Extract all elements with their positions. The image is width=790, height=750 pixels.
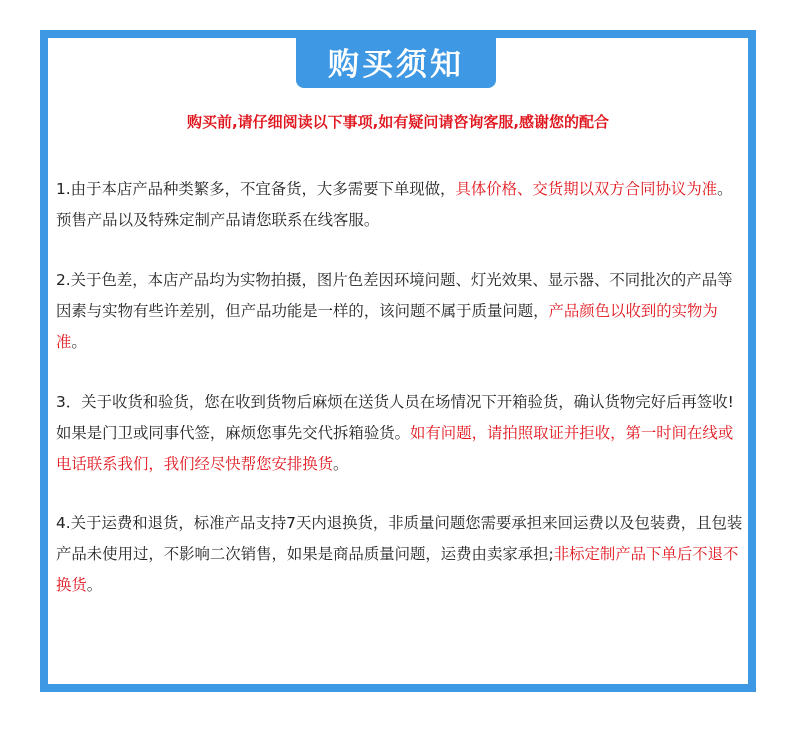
title-tab xyxy=(296,34,496,88)
notice-item-2 xyxy=(56,265,746,358)
item-1-tail: 。预售产品以及特殊定制产品请您联系在线客服。 xyxy=(56,180,733,229)
page-title: 购买须知 xyxy=(328,46,464,83)
notice-item-4 xyxy=(56,508,746,601)
item-1-text: 1.由于本店产品种类繁多，不宜备货，大多需要下单现做， xyxy=(56,180,456,198)
item-3-highlight: 如有问题，请拍照取证并拒收，第一时间在线或电话联系我们，我们经尽快帮您安排换货 xyxy=(56,424,734,473)
item-4-highlight: 非标定制产品下单后不退不换货 xyxy=(56,545,739,594)
item-4-text: 4.关于运费和退货，标准产品支持7天内退换货，非质量问题您需要承担来回运费以及包装费，且包装产品未使用过，不影响二次销售，如果是商品质量问题，运费由卖家承担; xyxy=(56,514,743,563)
item-2-text: 2.关于色差，本店产品均为实物拍摄，图片色差因环境问题、灯光效果、显示器、不同批次的产品等因素与实物有些许差别，但产品功能是一样的，该问题不属于质量问题， xyxy=(56,271,733,320)
item-2-tail: 。 xyxy=(71,333,87,351)
item-1-highlight: 具体价格、交货期以双方合同协议为准 xyxy=(455,180,718,198)
item-4-tail: 。 xyxy=(86,576,103,594)
notice-item-1 xyxy=(56,174,746,236)
item-3-text: 3．关于收货和验货，您在收到货物后麻烦在送货人员在场情况下开箱验货，确认货物完好后再签收!如果是门卫或同事代签，麻烦您事先交代拆箱验货。 xyxy=(56,393,734,442)
subtitle: 购买前,请仔细阅读以下事项,如有疑问请咨询客服,感谢您的配合 xyxy=(186,113,610,131)
notice-item-3 xyxy=(56,387,746,480)
item-3-tail: 。 xyxy=(333,455,349,473)
item-2-highlight: 产品颜色以收到的实物为准 xyxy=(56,302,718,351)
